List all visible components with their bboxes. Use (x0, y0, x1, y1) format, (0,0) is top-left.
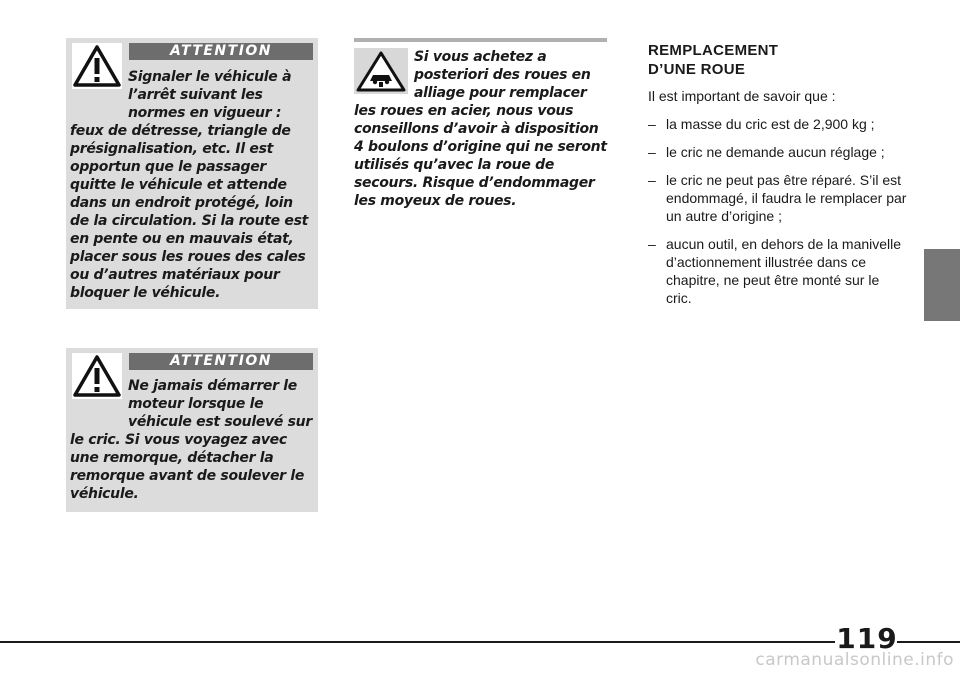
footer-rule (0, 641, 835, 643)
list-item (648, 143, 908, 161)
warning-box-1 (66, 38, 318, 309)
chapter-side-tab (924, 249, 960, 321)
warning-text-1: Signaler le véhicule à l’arrêt suivant les normes en vigueur : feux de détresse, triangle de présignalisation, etc. Il est opportun que le passager quitte le véhicule et attende dans un endroit protégé, loin de la circulation. Si la route est en pente ou en mauvais état, placer sous les roues des cales ou d’autres matériaux pour bloquer le véhicule. (70, 69, 309, 301)
warning-body-2 (70, 377, 313, 503)
warning-header-1: ATTENTION (129, 43, 313, 60)
list-item (648, 115, 908, 133)
section-title-line1: REMPLACEMENT (648, 42, 779, 59)
list-item-text: la masse du cric est de 2,900 kg ; (666, 116, 875, 132)
note-top-rule (354, 38, 607, 42)
list-item (648, 171, 908, 225)
warning-header-2: ATTENTION (129, 353, 313, 370)
car-on-jack-triangle-icon (354, 48, 408, 94)
list-dash: – (648, 172, 656, 188)
list-item (648, 235, 908, 307)
watermark: carmanualsonline.info (755, 650, 954, 670)
list-dash: – (648, 116, 656, 132)
section-title (648, 41, 908, 79)
section-intro: Il est important de savoir que : (648, 88, 836, 104)
page-number: 119 (836, 622, 898, 655)
list-item-text: le cric ne peut pas être réparé. S’il est endommagé, il faudra le remplacer par un autre d’origine ; (666, 172, 907, 224)
warning-body-1 (70, 68, 313, 302)
list-item-text: le cric ne demande aucun réglage ; (666, 144, 885, 160)
note-text: Si vous achetez a posteriori des roues en alliage pour remplacer les roues en acier, nous vous conseillons d’avoir à disposition 4 boulons d’origine qui ne seront utilisés qu’avec la roue de secours. Risque d’endommager les moyeux de roues. (354, 49, 607, 209)
section-list (648, 115, 908, 307)
list-dash: – (648, 144, 656, 160)
warning-text-2: Ne jamais démarrer le moteur lorsque le véhicule est soulevé sur le cric. Si vous voyagez avec une remorque, détacher la remorque avant de soulever le véhicule. (70, 378, 312, 502)
alloy-wheel-note (354, 38, 607, 210)
footer-rule-right (897, 641, 960, 643)
list-item-text: aucun outil, en dehors de la manivelle d’actionnement illustrée dans ce chapitre, ne peut être monté sur le cric. (666, 236, 902, 306)
list-dash: – (648, 236, 656, 252)
warning-box-2 (66, 348, 318, 512)
wheel-replacement-section (648, 41, 908, 317)
section-title-line2: D’UNE ROUE (648, 61, 746, 78)
